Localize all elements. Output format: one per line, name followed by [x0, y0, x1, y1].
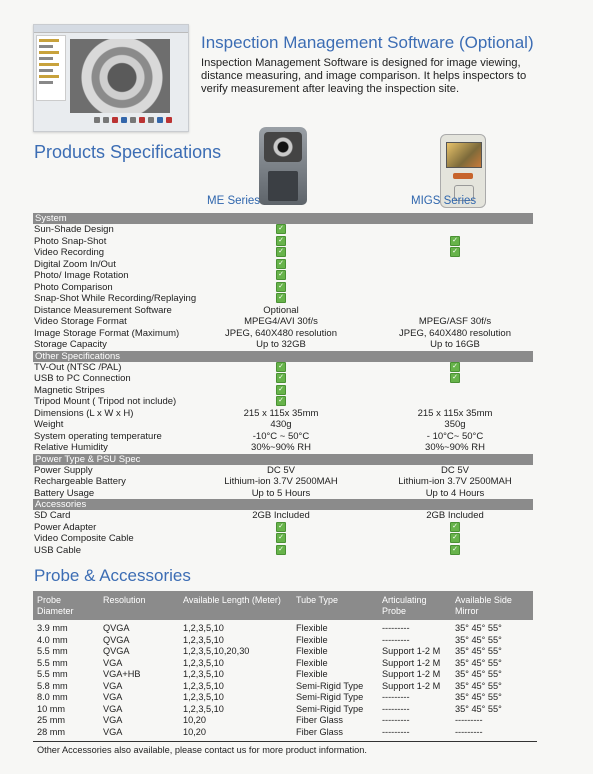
probe-cell: Semi-Rigid Type: [296, 692, 364, 702]
spacer: [369, 305, 377, 317]
spec-label: Rechargeable Battery: [34, 476, 126, 487]
migs-check-cell: [377, 362, 533, 374]
spacer: [369, 282, 377, 294]
probe-cell: 5.5 mm: [37, 657, 68, 668]
probe-row: [33, 715, 533, 727]
me-value: -10°C ~ 50°C: [252, 430, 310, 442]
section-title: System: [33, 213, 533, 224]
spec-section-header: [33, 213, 533, 224]
migs-value: JPEG, 640X480 resolution: [399, 327, 511, 339]
probe-cell: 35° 45° 55°: [455, 703, 502, 714]
probe-cell: 35° 45° 55°: [455, 646, 502, 656]
spec-label: USB Cable: [34, 544, 81, 556]
check-icon: ✓: [276, 373, 286, 383]
check-icon: ✓: [276, 533, 286, 543]
probe-cell: 1,2,3,5,10,20,30: [183, 646, 250, 656]
me-value: DC 5V: [267, 464, 295, 476]
check-icon: ✓: [276, 270, 286, 280]
migs-value: [377, 385, 533, 397]
probe-cell: Support 1-2 M: [382, 646, 441, 656]
migs-check-cell: [377, 533, 533, 545]
window-toolbar: [34, 25, 188, 33]
probe-cell: 5.5 mm: [37, 669, 68, 679]
spec-label: Storage Capacity: [34, 339, 107, 350]
toolbar-icons: [94, 117, 172, 123]
migs-value: DC 5V: [441, 464, 469, 476]
spec-label: Dimensions (L x W x H): [34, 407, 134, 419]
check-icon: ✓: [450, 533, 460, 543]
series-label-me: ME Series: [207, 195, 261, 207]
migs-value: Up to 16GB: [430, 339, 480, 350]
inspection-description: Inspection Management Software is designed for image viewing, distance measuring, and image comparison. It helps inspectors to verify measurement after leaving the inspection site.: [201, 57, 527, 95]
probe-cell: 10 mm: [37, 703, 66, 714]
spec-label: Distance Measurement Software: [34, 304, 172, 316]
spec-row: [33, 339, 533, 351]
probe-cell: 5.5 mm: [37, 646, 68, 656]
probe-column-header: Tube Type: [292, 591, 378, 620]
probe-column-header: Probe Diameter: [33, 591, 99, 620]
me-value: Optional: [263, 304, 299, 316]
spec-row: [33, 510, 533, 522]
me-value: JPEG, 640X480 resolution: [225, 327, 337, 339]
spec-label: Magnetic Stripes: [34, 384, 105, 396]
check-icon: ✓: [450, 247, 460, 257]
spec-row: [33, 305, 533, 317]
me-check-cell: [193, 373, 369, 385]
probe-title: Probe & Accessories: [34, 566, 191, 585]
probe-cell: 1,2,3,5,10: [183, 692, 224, 702]
spec-row: [33, 259, 533, 271]
spec-row: [33, 533, 533, 545]
probe-row: [33, 692, 533, 704]
check-icon: ✓: [450, 373, 460, 383]
spacer: [369, 270, 377, 282]
spacer: [369, 476, 377, 488]
spacer: [369, 488, 377, 500]
spec-label: Video Storage Format: [34, 316, 127, 327]
spec-row: [33, 408, 533, 420]
probe-table: [33, 591, 533, 738]
spacer: [369, 408, 377, 420]
me-check-cell: [193, 522, 369, 534]
probe-column-header: Resolution: [99, 591, 179, 620]
folder-tree: [36, 35, 66, 101]
probe-cell: 35° 45° 55°: [455, 623, 502, 633]
check-icon: ✓: [276, 236, 286, 246]
probe-cell: 1,2,3,5,10: [183, 634, 224, 645]
spacer: [369, 236, 377, 248]
check-icon: ✓: [276, 522, 286, 532]
spacer: [369, 316, 377, 328]
inspection-image: [70, 39, 170, 113]
spec-label: Battery Usage: [34, 487, 95, 499]
spec-row: [33, 476, 533, 488]
migs-value: Up to 4 Hours: [425, 487, 485, 499]
specs-title: Products Specifications: [34, 142, 222, 162]
me-value: 430g: [270, 419, 292, 430]
probe-row: [33, 635, 533, 647]
probe-cell: VGA: [103, 657, 123, 668]
spec-row: [33, 270, 533, 282]
me-value: 30%~90% RH: [251, 442, 311, 453]
spec-row: [33, 385, 533, 397]
probe-row: [33, 658, 533, 670]
me-value: Lithium-ion 3.7V 2500MAH: [224, 476, 338, 487]
probe-cell: 1,2,3,5,10: [183, 669, 224, 679]
migs-check-cell: [377, 236, 533, 248]
spec-row: [33, 396, 533, 408]
probe-row: [33, 620, 533, 635]
spec-label: Digital Zoom In/Out: [34, 258, 116, 270]
probe-cell: VGA: [103, 726, 123, 737]
check-icon: ✓: [276, 259, 286, 269]
probe-cell: 35° 45° 55°: [455, 669, 502, 679]
check-icon: ✓: [276, 385, 286, 395]
series-label-migs: MIGS Series: [411, 195, 477, 207]
spec-label: USB to PC Connection: [34, 373, 131, 384]
probe-cell: Support 1-2 M: [382, 669, 441, 679]
probe-cell: Flexible: [296, 634, 328, 645]
probe-cell: 35° 45° 55°: [455, 692, 502, 702]
me-check-cell: [193, 236, 369, 248]
probe-cell: 10,20: [183, 726, 206, 737]
me-check-cell: [193, 224, 369, 236]
migs-check-cell: [377, 522, 533, 534]
migs-value: [377, 282, 533, 294]
spec-label: System operating temperature: [34, 430, 162, 442]
probe-cell: 5.8 mm: [37, 680, 68, 691]
probe-cell: 8.0 mm: [37, 692, 68, 702]
migs-value: MPEG/ASF 30f/s: [418, 316, 492, 327]
spacer: [369, 442, 377, 454]
spec-row: [33, 282, 533, 294]
spacer: [369, 362, 377, 374]
spec-row: [33, 236, 533, 248]
probe-cell: ---------: [455, 715, 483, 725]
spacer: [369, 396, 377, 408]
probe-column-header: Articulating Probe: [378, 591, 451, 620]
check-icon: ✓: [276, 545, 286, 555]
spec-label: Video Composite Cable: [34, 533, 134, 544]
spacer: [369, 339, 377, 351]
probe-cell: Semi-Rigid Type: [296, 703, 364, 714]
probe-cell: 10,20: [183, 715, 206, 725]
probe-cell: Fiber Glass: [296, 726, 343, 737]
probe-cell: Flexible: [296, 669, 328, 679]
me-series-device-image: [259, 127, 307, 205]
spec-row: [33, 247, 533, 259]
probe-cell: VGA: [103, 703, 123, 714]
spec-label: Relative Humidity: [34, 442, 108, 453]
probe-cell: 1,2,3,5,10: [183, 657, 224, 668]
check-icon: ✓: [450, 236, 460, 246]
section-title: Accessories: [33, 499, 533, 510]
spec-row: [33, 465, 533, 477]
probe-cell: 35° 45° 55°: [455, 657, 502, 668]
probe-cell: Flexible: [296, 623, 328, 633]
me-check-cell: [193, 362, 369, 374]
probe-cell: Semi-Rigid Type: [296, 680, 364, 691]
migs-value: [377, 396, 533, 408]
section-title: Other Specifications: [33, 351, 533, 362]
probe-row: [33, 681, 533, 693]
check-icon: ✓: [276, 293, 286, 303]
me-check-cell: [193, 270, 369, 282]
me-check-cell: [193, 396, 369, 408]
spec-row: [33, 224, 533, 236]
probe-cell: ---------: [382, 726, 410, 737]
probe-cell: VGA: [103, 692, 123, 702]
probe-cell: 35° 45° 55°: [455, 634, 502, 645]
probe-cell: 4.0 mm: [37, 634, 68, 645]
migs-check-cell: [377, 247, 533, 259]
me-value: 2GB Included: [252, 510, 310, 521]
spec-label: Image Storage Format (Maximum): [34, 327, 180, 339]
spec-label: TV-Out (NTSC /PAL): [34, 361, 122, 373]
me-value: Up to 32GB: [256, 339, 306, 350]
me-check-cell: [193, 247, 369, 259]
check-icon: ✓: [276, 362, 286, 372]
probe-cell: VGA: [103, 680, 123, 691]
check-icon: ✓: [450, 545, 460, 555]
spec-row: [33, 362, 533, 374]
migs-value: - 10°C~ 50°C: [426, 430, 484, 442]
migs-value: 2GB Included: [426, 510, 484, 521]
spec-label: Weight: [34, 419, 64, 430]
migs-value: Lithium-ion 3.7V 2500MAH: [398, 476, 512, 487]
probe-cell: 28 mm: [37, 726, 66, 737]
spacer: [369, 224, 377, 236]
me-check-cell: [193, 282, 369, 294]
probe-cell: ---------: [382, 715, 410, 725]
section-title: Power Type & PSU Spec: [33, 454, 533, 465]
check-icon: ✓: [450, 522, 460, 532]
spec-label: Power Adapter: [34, 521, 97, 533]
spec-row: [33, 488, 533, 500]
probe-row: [33, 727, 533, 739]
check-icon: ✓: [276, 247, 286, 257]
me-value: 215 x 115x 35mm: [243, 407, 319, 419]
spec-row: [33, 373, 533, 385]
migs-check-cell: [377, 545, 533, 557]
accessories-note: Other Accessories also available, please contact us for more product information.: [33, 741, 537, 755]
spacer: [369, 385, 377, 397]
check-icon: ✓: [276, 282, 286, 292]
spec-label: Photo Snap-Shot: [34, 235, 107, 247]
spec-label: Video Recording: [34, 247, 105, 258]
spec-row: [33, 545, 533, 557]
me-value: MPEG4/AVI 30f/s: [244, 316, 318, 327]
me-value: Up to 5 Hours: [251, 487, 311, 499]
spec-label: Photo Comparison: [34, 281, 113, 293]
check-icon: ✓: [276, 396, 286, 406]
probe-cell: 1,2,3,5,10: [183, 703, 224, 714]
spacer: [369, 247, 377, 259]
spec-section-header: [33, 454, 533, 465]
spacer: [369, 293, 377, 305]
migs-check-cell: [377, 373, 533, 385]
spec-label: Sun-Shade Design: [34, 224, 114, 235]
inspection-title: Inspection Management Software (Optional): [201, 33, 534, 52]
spacer: [369, 510, 377, 522]
probe-cell: 1,2,3,5,10: [183, 680, 224, 691]
spacer: [369, 373, 377, 385]
probe-cell: 35° 45° 55°: [455, 680, 502, 691]
spec-row: [33, 328, 533, 340]
spacer: [369, 522, 377, 534]
spacer: [369, 431, 377, 443]
spec-section-header: [33, 351, 533, 362]
probe-column-header: Available Side Mirror: [451, 591, 533, 620]
probe-cell: ---------: [455, 726, 483, 737]
probe-cell: VGA+HB: [103, 669, 141, 679]
spacer: [369, 545, 377, 557]
probe-cell: Support 1-2 M: [382, 680, 441, 691]
spec-section-header: [33, 499, 533, 510]
spacer: [369, 328, 377, 340]
check-icon: ✓: [450, 362, 460, 372]
spec-row: [33, 293, 533, 305]
me-check-cell: [193, 259, 369, 271]
me-check-cell: [193, 293, 369, 305]
migs-value: [377, 270, 533, 282]
probe-cell: 25 mm: [37, 715, 66, 725]
migs-value: [377, 259, 533, 271]
probe-cell: ---------: [382, 634, 410, 645]
spec-row: [33, 419, 533, 431]
spec-label: Power Supply: [34, 464, 93, 476]
me-check-cell: [193, 545, 369, 557]
spec-label: Photo/ Image Rotation: [34, 270, 129, 281]
probe-cell: QVGA: [103, 646, 130, 656]
spacer: [369, 533, 377, 545]
me-check-cell: [193, 533, 369, 545]
spec-row: [33, 431, 533, 443]
probe-cell: Support 1-2 M: [382, 657, 441, 668]
probe-cell: VGA: [103, 715, 123, 725]
migs-value: 215 x 115x 35mm: [417, 407, 493, 419]
probe-row: [33, 704, 533, 716]
probe-cell: QVGA: [103, 623, 130, 633]
migs-value: [377, 293, 533, 305]
probe-cell: Fiber Glass: [296, 715, 343, 725]
probe-cell: ---------: [382, 703, 410, 714]
probe-cell: 1,2,3,5,10: [183, 623, 224, 633]
probe-row: [33, 646, 533, 658]
spec-label: Tripod Mount ( Tripod not include): [34, 396, 177, 407]
spacer: [369, 259, 377, 271]
migs-value: [377, 305, 533, 317]
migs-value: 350g: [444, 419, 466, 430]
spacer: [369, 419, 377, 431]
specifications-table: [33, 213, 533, 556]
probe-column-header: Available Length (Meter): [179, 591, 292, 620]
spec-row: [33, 442, 533, 454]
spec-label: Snap-Shot While Recording/Replaying: [34, 293, 197, 304]
probe-cell: QVGA: [103, 634, 130, 645]
migs-value: 30%~90% RH: [425, 442, 485, 453]
check-icon: ✓: [276, 224, 286, 234]
software-screenshot: [33, 24, 189, 132]
spacer: [369, 465, 377, 477]
spec-label: SD Card: [34, 510, 71, 521]
probe-cell: Flexible: [296, 657, 328, 668]
probe-row: [33, 669, 533, 681]
spec-row: [33, 316, 533, 328]
probe-cell: ---------: [382, 623, 410, 633]
probe-cell: Flexible: [296, 646, 328, 656]
probe-cell: 3.9 mm: [37, 623, 68, 633]
spec-row: [33, 522, 533, 534]
me-check-cell: [193, 385, 369, 397]
probe-cell: ---------: [382, 692, 410, 702]
migs-value: [377, 224, 533, 236]
